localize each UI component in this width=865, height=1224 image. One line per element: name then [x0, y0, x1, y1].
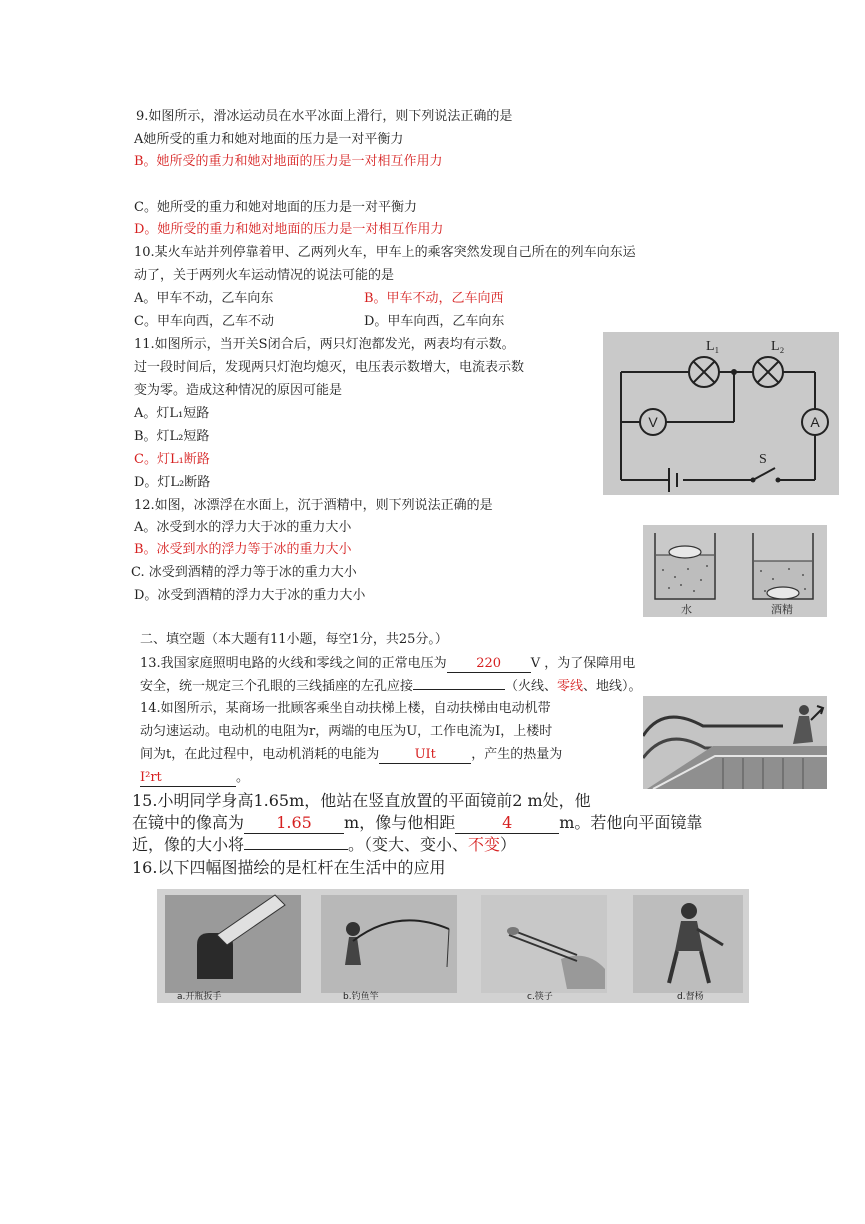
ice-floating-icon	[669, 546, 701, 558]
q14-line2: 动匀速运动。电动机的电阻为r，两端的电压为U，工作电流为I，上楼时	[140, 724, 553, 739]
q11-stem-line3: 变为零。造成这种情况的原因可能是	[134, 383, 343, 398]
q14-line1: 14.如图所示，某商场一批顾客乘坐自动扶梯上楼，自动扶梯由电动机带	[140, 701, 551, 716]
q15-answer-1: 1.65	[244, 813, 344, 834]
q11-option-a: A。灯L₁短路	[134, 406, 210, 421]
q9-stem: 9.如图所示，滑冰运动员在水平冰面上滑行，则下列说法正确的是	[136, 109, 513, 124]
q13-answer-2: 零线	[557, 679, 584, 694]
q12-stem: 12.如图，冰漂浮在水面上，沉于酒精中，则下列说法正确的是	[134, 498, 493, 513]
q14-text-3a: 间为t，在此过程中，电动机消耗的电能为	[140, 747, 380, 762]
q15-blank-3	[244, 849, 348, 850]
q14-line3	[140, 746, 562, 764]
q10-stem-line1: 10.某火车站并列停靠着甲、乙两列火车，甲车上的乘客突然发现自己所在的列车向东运	[134, 245, 636, 260]
switch-label: S	[759, 452, 767, 467]
q15-text-2c: m。若他向平面镜靠	[559, 813, 703, 832]
lamp-l1-label: L₁	[706, 339, 720, 354]
beaker-alcohol-label: 酒精	[771, 603, 793, 616]
q10-option-d: D。甲车向西，乙车向东	[364, 314, 505, 329]
caption-d: d.督杨	[677, 992, 704, 1002]
q10-option-b: B。甲车不动，乙车向西	[364, 291, 504, 306]
q15-line3	[132, 834, 516, 856]
q13-text-2: V ，为了保障用电	[530, 656, 636, 671]
q14-text-4: 。	[236, 770, 250, 785]
q13-line2	[140, 678, 642, 696]
voltmeter-label: V	[648, 414, 658, 430]
q14-answer-1: UIt	[379, 747, 471, 764]
q15-text-3b: 。（变大、变小、	[348, 835, 469, 854]
q13-text-3: 安全，统一规定三个孔眼的三线插座的左孔应接	[140, 679, 414, 694]
q15-text-2a: 在镜中的像高为	[132, 813, 245, 832]
q15-answer-2: 4	[455, 813, 559, 834]
lamp-l2-label: L₂	[771, 339, 785, 354]
q15-text-3c: ）	[500, 835, 517, 854]
q13-text-4: （火线、	[505, 679, 558, 694]
q13-blank-2	[413, 689, 505, 690]
fishing-rod-picture	[321, 895, 457, 1002]
section-2-heading: 二、填空题（本大题有11小题，每空1分，共25分。）	[140, 632, 448, 647]
q15-text-3a: 近，像的大小将	[132, 835, 245, 854]
q14-text-3b: ，产生的热量为	[471, 747, 563, 762]
q13-answer-1: 220	[447, 656, 531, 673]
bottle-opener-picture	[165, 895, 301, 1002]
q14-answer-2: I²rt	[140, 770, 236, 787]
beaker-water-label: 水	[681, 603, 692, 616]
q12-option-a: A。冰受到水的浮力大于冰的重力大小	[134, 520, 352, 535]
q16-stem: 16.以下四幅图描绘的是杠杆在生活中的应用	[132, 858, 446, 877]
q9-option-d: D。她所受的重力和她对地面的压力是一对相互作用力	[134, 222, 444, 237]
ammeter-label: A	[810, 414, 820, 430]
beaker-figure	[643, 525, 827, 617]
q10-stem-line2: 动了，关于两列火车运动情况的说法可能的是	[134, 268, 395, 283]
q11-option-d: D。灯L₂断路	[134, 475, 211, 490]
weightlifting-picture	[633, 895, 743, 1002]
caption-b: b.钓鱼竿	[343, 992, 379, 1002]
q15-line2	[132, 812, 702, 834]
lamp-l1-icon	[689, 357, 719, 387]
caption-c: c.筷子	[527, 992, 553, 1002]
lamp-l2-icon	[753, 357, 783, 387]
q13-line1	[140, 655, 635, 673]
q9-option-a: A她所受的重力和她对地面的压力是一对平衡力	[134, 132, 404, 147]
q11-option-b: B。灯L₂短路	[134, 429, 210, 444]
q14-line4	[140, 769, 249, 787]
q10-option-c: C。甲车向西，乙车不动	[134, 314, 274, 329]
lever-figures	[157, 889, 749, 1003]
q15-text-2b: m，像与他相距	[344, 813, 456, 832]
ammeter-icon	[802, 409, 828, 435]
q11-stem-line2: 过一段时间后，发现两只灯泡均熄灭，电压表示数增大，电流表示数	[134, 360, 525, 375]
chopsticks-picture	[481, 895, 607, 1002]
q9-option-c: C。她所受的重力和她对地面的压力是一对平衡力	[134, 200, 417, 215]
q13-text-5: 、地线）。	[583, 679, 642, 694]
caption-a: a.开瓶扳手	[177, 992, 222, 1002]
q11-option-c: C。灯L₁断路	[134, 452, 210, 467]
q9-option-b: B。她所受的重力和她对地面的压力是一对相互作用力	[134, 154, 443, 169]
escalator-figure	[643, 696, 827, 789]
q15-line1: 15.小明同学身高1.65m，他站在竖直放置的平面镜前2 m处，他	[132, 791, 591, 810]
q11-stem-line1: 11.如图所示，当开关S闭合后，两只灯泡都发光，两表均有示数。	[134, 337, 515, 352]
q15-answer-3: 不变	[468, 835, 501, 854]
q12-option-b: B。冰受到水的浮力等于冰的重力大小	[134, 542, 352, 557]
q10-option-a: A。甲车不动，乙车向东	[134, 291, 274, 306]
ice-sunk-icon	[767, 587, 799, 599]
q12-option-c: C. 冰受到酒精的浮力等于冰的重力大小	[131, 565, 357, 580]
circuit-diagram	[603, 332, 839, 495]
q12-option-d: D。冰受到酒精的浮力大于冰的重力大小	[134, 588, 366, 603]
voltmeter-icon	[640, 409, 666, 435]
q13-text-1: 13.我国家庭照明电路的火线和零线之间的正常电压为	[140, 656, 447, 671]
